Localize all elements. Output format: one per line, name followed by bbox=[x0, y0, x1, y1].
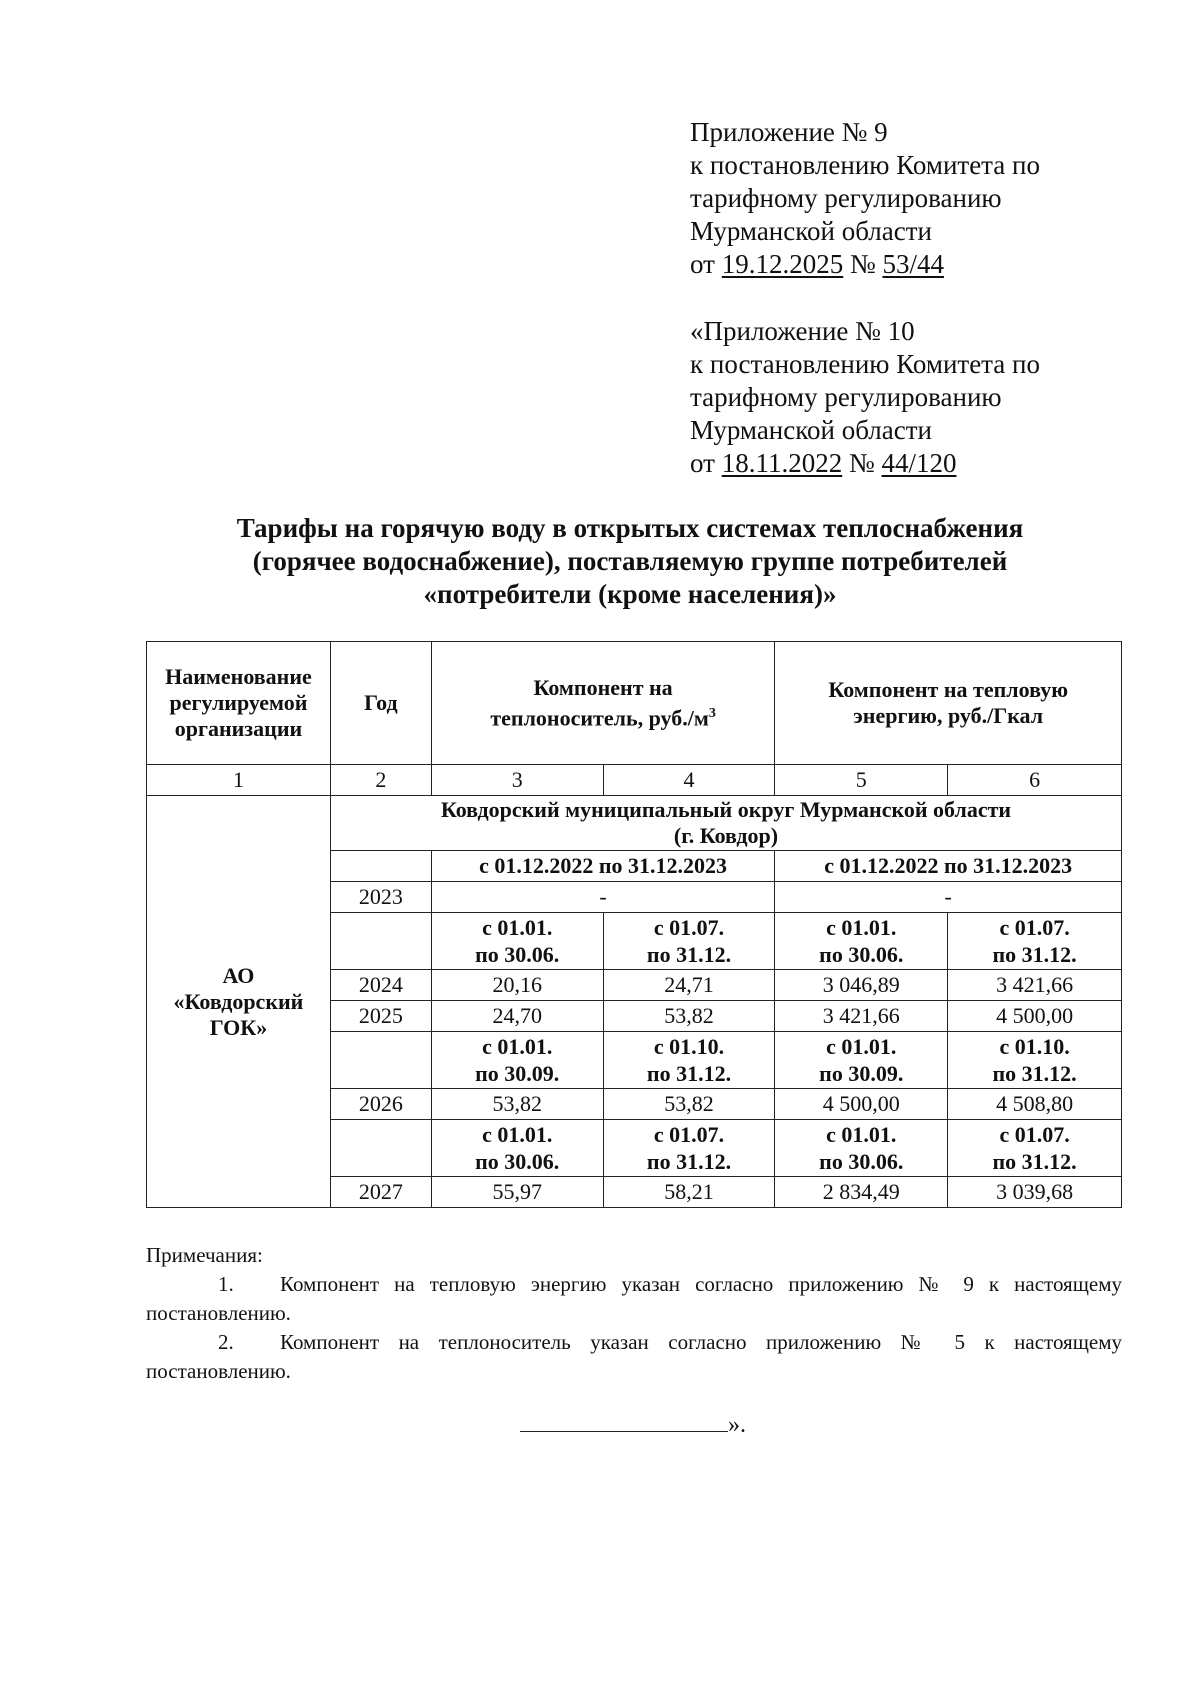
year-cell bbox=[330, 1032, 431, 1089]
value-cell: 3 421,66 bbox=[948, 970, 1122, 1001]
value-cell: - bbox=[431, 882, 775, 913]
annex-line: к постановлению Комитета по bbox=[690, 349, 1040, 379]
value-cell: 55,97 bbox=[431, 1177, 603, 1208]
title-line: Тарифы на горячую воду в открытых системах теплоснабжения bbox=[236, 513, 1024, 543]
year-cell bbox=[330, 1120, 431, 1177]
annex-line: тарифному регулированию bbox=[690, 183, 1002, 213]
notes-heading: Примечания: bbox=[146, 1243, 263, 1267]
header-carrier-component: Компонент на теплоноситель, $руб./м^3$ bbox=[431, 642, 775, 765]
annex-original-header bbox=[690, 315, 1040, 480]
header-organization: Наименование регулируемой организации bbox=[147, 642, 331, 765]
value-cell: 58,21 bbox=[603, 1177, 775, 1208]
year-cell: 2024 bbox=[330, 970, 431, 1001]
annex-number-sign: № bbox=[848, 448, 875, 478]
title-line: «потребители (кроме населения)» bbox=[423, 579, 837, 609]
annex-line: тарифному регулированию bbox=[690, 382, 1002, 412]
period-cell: с 01.10. по 31.12. bbox=[603, 1032, 775, 1089]
annex-date-prefix: от bbox=[690, 249, 715, 279]
value-cell: - bbox=[775, 882, 1122, 913]
annex-number: 53/44 bbox=[882, 249, 944, 279]
period-cell: с 01.01. по 30.06. bbox=[775, 1120, 948, 1177]
value-cell: 24,71 bbox=[603, 970, 775, 1001]
annex-line: к постановлению Комитета по bbox=[690, 150, 1040, 180]
annex-title: «Приложение № 10 bbox=[690, 316, 915, 346]
note-item bbox=[146, 1270, 1122, 1328]
column-number-row bbox=[147, 765, 1122, 796]
value-cell: 53,82 bbox=[603, 1001, 775, 1032]
annex-line: Мурманской области bbox=[690, 415, 932, 445]
period-cell: с 01.01. по 30.06. bbox=[431, 913, 603, 970]
year-cell: 2025 bbox=[330, 1001, 431, 1032]
annex-date-line bbox=[690, 248, 1040, 281]
region-name: Ковдорский муниципальный округ Мурманской области (г. Ковдор) bbox=[330, 796, 1121, 851]
annex-number-sign: № bbox=[849, 249, 876, 279]
note-item bbox=[146, 1328, 1122, 1386]
value-cell: 3 421,66 bbox=[775, 1001, 948, 1032]
column-number: 4 bbox=[603, 765, 775, 796]
value-cell: 53,82 bbox=[431, 1089, 603, 1120]
notes-section bbox=[146, 1241, 1122, 1386]
annex-date-prefix: от bbox=[690, 448, 715, 478]
closing-quote: ». bbox=[728, 1412, 746, 1438]
annex-line: Мурманской области bbox=[690, 216, 932, 246]
header-year: Год bbox=[330, 642, 431, 765]
period-cell: с 01.01. по 30.06. bbox=[775, 913, 948, 970]
annex-number: 44/120 bbox=[881, 448, 957, 478]
period-cell: с 01.01. по 30.06. bbox=[431, 1120, 603, 1177]
column-number: 1 bbox=[147, 765, 331, 796]
note-number: 2. bbox=[218, 1330, 234, 1354]
carrier-range: с 01.12.2022 по 31.12.2023 bbox=[431, 851, 775, 882]
value-cell: 4 508,80 bbox=[948, 1089, 1122, 1120]
title-line: (горячее водоснабжение), поставляемую группе потребителей bbox=[252, 546, 1008, 576]
table-header-row bbox=[147, 642, 1122, 765]
year-cell: 2023 bbox=[330, 882, 431, 913]
period-cell: с 01.10. по 31.12. bbox=[948, 1032, 1122, 1089]
period-cell: с 01.01. по 30.09. bbox=[775, 1032, 948, 1089]
value-cell: 53,82 bbox=[603, 1089, 775, 1120]
value-cell: 3 039,68 bbox=[948, 1177, 1122, 1208]
closing-line bbox=[520, 1413, 728, 1432]
column-number: 2 bbox=[330, 765, 431, 796]
year-cell bbox=[330, 851, 431, 882]
value-cell: 3 046,89 bbox=[775, 970, 948, 1001]
year-cell: 2026 bbox=[330, 1089, 431, 1120]
annex-title: Приложение № 9 bbox=[690, 117, 888, 147]
column-number: 3 bbox=[431, 765, 603, 796]
value-cell: 4 500,00 bbox=[775, 1089, 948, 1120]
annex-date: 19.12.2025 bbox=[721, 249, 844, 279]
annex-date-line bbox=[690, 447, 1040, 480]
period-cell: с 01.07. по 31.12. bbox=[948, 913, 1122, 970]
organization-cell: АО «Ковдорский ГОК» bbox=[147, 796, 331, 1208]
column-number: 5 bbox=[775, 765, 948, 796]
closing-mark bbox=[520, 1412, 746, 1439]
energy-range: с 01.12.2022 по 31.12.2023 bbox=[775, 851, 1122, 882]
period-cell: с 01.01. по 30.09. bbox=[431, 1032, 603, 1089]
period-cell: с 01.07. по 31.12. bbox=[603, 1120, 775, 1177]
value-cell: 20,16 bbox=[431, 970, 603, 1001]
year-cell: 2027 bbox=[330, 1177, 431, 1208]
tariff-table bbox=[146, 641, 1122, 1208]
column-number: 6 bbox=[948, 765, 1122, 796]
header-energy-component: Компонент на тепловую энергию, руб./Гкал bbox=[775, 642, 1122, 765]
annex-date: 18.11.2022 bbox=[721, 448, 843, 478]
value-cell: 24,70 bbox=[431, 1001, 603, 1032]
document-title bbox=[140, 512, 1120, 611]
period-cell: с 01.07. по 31.12. bbox=[948, 1120, 1122, 1177]
note-text: Компонент на тепловую энергию указан согласно приложению № 9 к настоящему постановлению. bbox=[146, 1272, 1122, 1325]
year-cell bbox=[330, 913, 431, 970]
region-row bbox=[147, 796, 1122, 851]
value-cell: 2 834,49 bbox=[775, 1177, 948, 1208]
value-cell: 4 500,00 bbox=[948, 1001, 1122, 1032]
period-cell: с 01.07. по 31.12. bbox=[603, 913, 775, 970]
annex-current-header bbox=[690, 116, 1040, 281]
note-number: 1. bbox=[218, 1272, 234, 1296]
note-text: Компонент на теплоноситель указан согласно приложению № 5 к настоящему постановлению. bbox=[146, 1330, 1122, 1383]
